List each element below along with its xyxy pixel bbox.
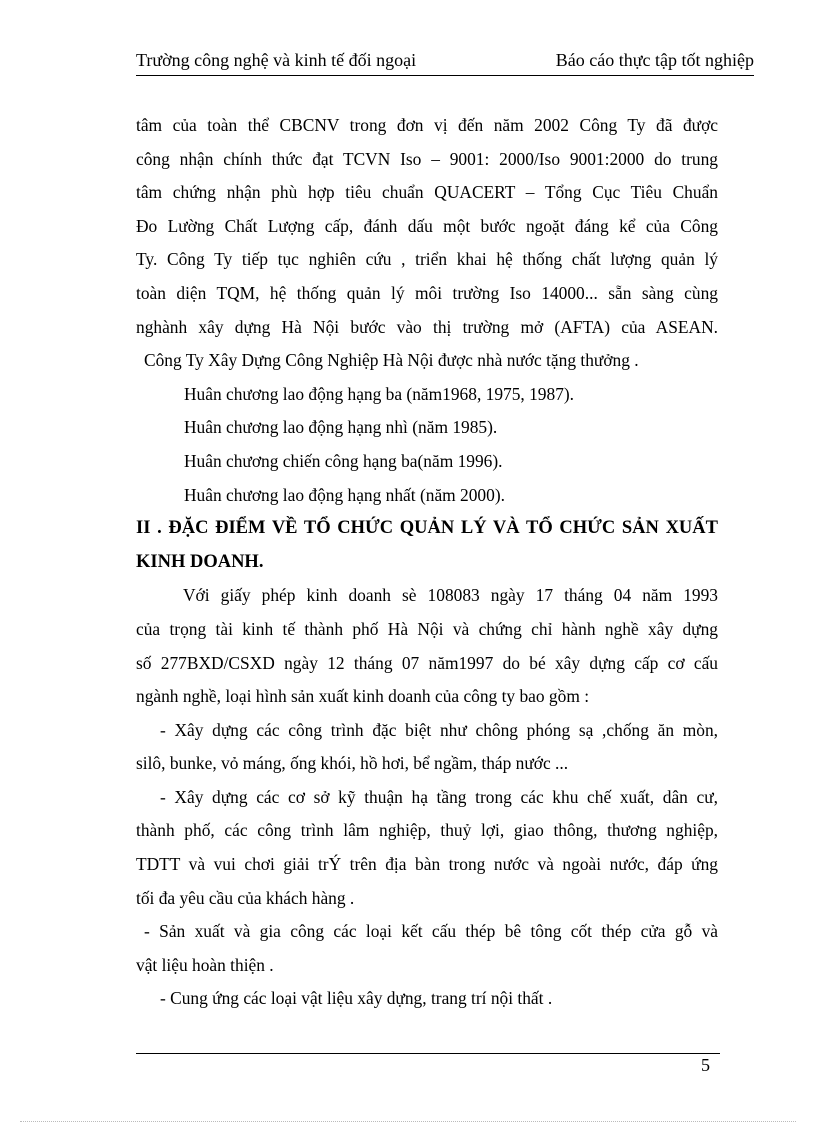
text-line: công nhận chính thức đạt TCVN Iso – 9001: 2000/Iso 9001:2000 do trung <box>136 148 718 169</box>
text-line: Với giấy phép kinh doanh sè 108083 ngày 17 tháng 04 năm 1993 <box>183 585 718 606</box>
award-item: Huân chương lao động hạng ba (năm1968, 1975, 1987). <box>184 383 575 404</box>
text-line: TDTT và vui chơi giải trÝ trên địa bàn trong nước và ngoài nước, đáp ứng <box>136 854 718 875</box>
text-line: silô, bunke, vỏ máng, ống khói, hồ hơi, bể ngầm, tháp nước ... <box>136 753 569 774</box>
bullet-manufacturing <box>136 915 718 982</box>
text-line: tối đa yêu cầu của khách hàng . <box>136 887 355 908</box>
award-item: Huân chương chiến công hạng ba(năm 1996). <box>184 450 503 471</box>
page-header <box>136 46 754 76</box>
award-item: Huân chương lao động hạng nhì (năm 1985). <box>184 417 498 438</box>
text-line: - Xây dựng các công trình đặc biệt như chông phóng sạ ,chống ăn mòn, <box>160 719 718 740</box>
paragraph-certification <box>136 109 718 344</box>
page-bottom-divider <box>20 1121 796 1122</box>
page-number: 5 <box>701 1055 710 1075</box>
text-line: của trọng tài kinh tế thành phố Hà Nội và chứng chỉ hành nghề xây dựng <box>136 618 718 639</box>
award-item: Huân chương lao động hạng nhất (năm 2000). <box>184 484 505 505</box>
section-heading <box>136 512 718 579</box>
text-line: toàn diện TQM, hệ thống quản lý môi trường Iso 14000... sẵn sàng cùng <box>136 282 718 303</box>
bullet-special-works <box>136 714 718 781</box>
header-report-title: Báo cáo thực tập tốt nghiệp <box>555 50 754 70</box>
heading-line: KINH DOANH. <box>136 551 264 572</box>
award-list <box>136 378 718 512</box>
text-line: Ty. Công Ty tiếp tục nghiên cứu , triển khai hệ thống chất lượng quản lý <box>136 249 718 270</box>
text-line: tâm của toàn thể CBCNV trong đơn vị đến năm 2002 Công Ty đã được <box>136 115 718 135</box>
bullet-supply: - Cung ứng các loại vật liệu xây dựng, trang trí nội thất . <box>160 988 553 1009</box>
heading-line: II . ĐẶC ĐIỂM VỀ TỔ CHỨC QUẢN LÝ VÀ TỔ CHỨC SẢN XUẤT <box>136 518 718 539</box>
footer-rule <box>136 1053 720 1054</box>
bullet-infrastructure <box>136 781 718 915</box>
text-line: tâm chứng nhận phù hợp tiêu chuẩn QUACERT – Tổng Cục Tiêu Chuẩn <box>136 182 718 203</box>
document-body <box>136 109 718 1016</box>
text-line: số 277BXD/CSXD ngày 12 tháng 07 năm1997 do bé xây dựng cấp cơ cấu <box>136 652 718 673</box>
text-line: - Sản xuất và gia công các loại kết cấu thép bê tông cốt thép cửa gỗ và <box>144 921 718 942</box>
text-line: thành phố, các công trình lâm nghiệp, thuỷ lợi, giao thông, thương nghiệp, <box>136 820 718 841</box>
header-rule <box>136 75 754 76</box>
text-line: ngành nghề, loại hình sản xuất kinh doanh của công ty bao gồm : <box>136 686 590 707</box>
text-line: - Xây dựng các cơ sở kỹ thuận hạ tầng trong các khu chế xuất, dân cư, <box>160 786 718 807</box>
text-line: nghành xây dựng Hà Nội bước vào thị trường mở (AFTA) của ASEAN. <box>136 316 718 337</box>
text-line: Đo Lường Chất Lượng cấp, đánh dấu một bước ngoặt đáng kể của Công <box>136 215 718 236</box>
paragraph-business-license <box>136 579 718 713</box>
award-intro: Công Ty Xây Dựng Công Nghiệp Hà Nội được nhà nước tặng thưởng . <box>144 350 639 371</box>
header-school-name: Trường công nghệ và kinh tế đối ngoại <box>136 50 417 70</box>
text-line: vật liệu hoàn thiện . <box>136 954 274 975</box>
